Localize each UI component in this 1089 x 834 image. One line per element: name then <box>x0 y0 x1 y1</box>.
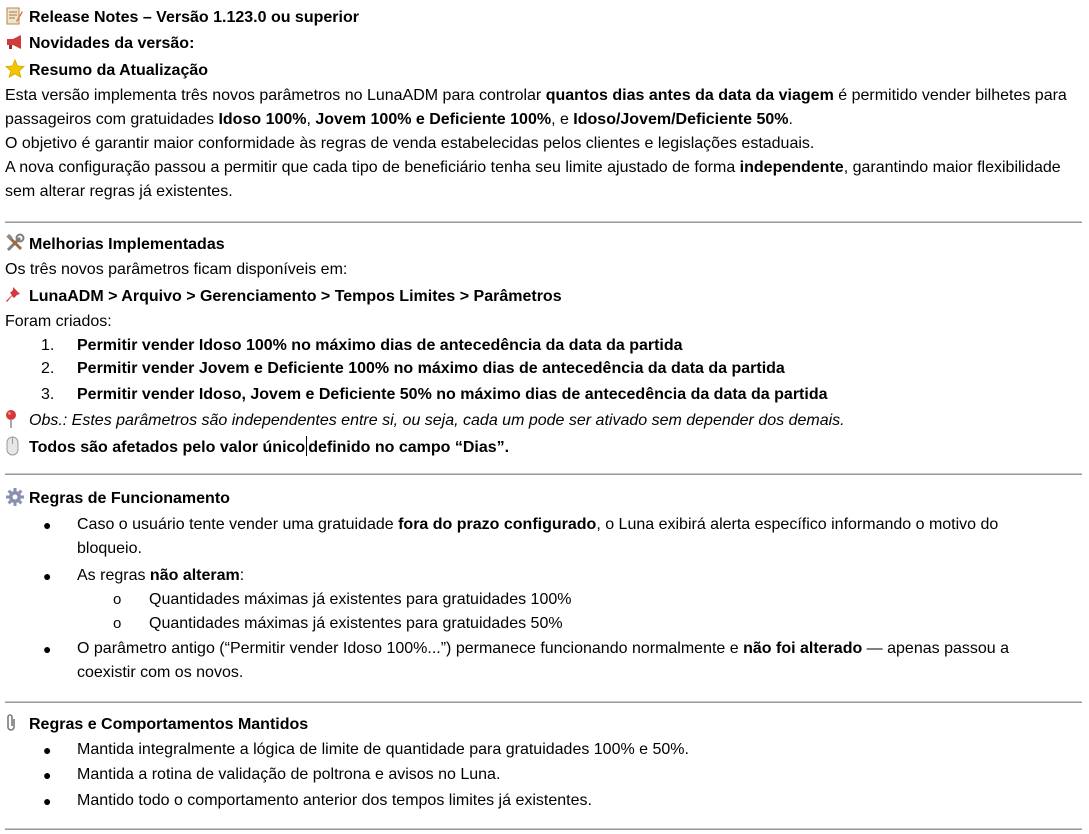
intro-text: . <box>788 111 793 128</box>
regras-line <box>5 487 230 511</box>
tools-icon <box>5 233 29 257</box>
list-number: 2. <box>41 360 55 377</box>
section-divider <box>5 828 1082 830</box>
path-line <box>5 285 562 309</box>
bullet-text-part: : <box>239 567 245 584</box>
intro-text: A nova configuração passou a permitir que cada tipo de beneficiário tenha seu limite ajustado de forma <box>5 159 740 176</box>
bullet-bold: fora do prazo configurado <box>398 516 597 533</box>
bullet-text-part: As regras <box>77 567 150 584</box>
bullet-text: Mantida a rotina de validação de poltrona e avisos no Luna. <box>77 766 501 783</box>
intro-objective: O objetivo é garantir maior conformidade às regras de venda estabelecidas pelos clientes e legislações estaduais. <box>5 135 815 152</box>
mantidos-line <box>5 713 308 737</box>
mantidos-heading: Regras e Comportamentos Mantidos <box>29 716 309 733</box>
list-item: Permitir vender Idoso 100% no máximo dias de antecedência da data da partida <box>77 337 683 354</box>
bullet: ● <box>43 793 52 809</box>
page-title: Release Notes – Versão 1.123.0 ou superior <box>29 9 359 26</box>
intro-bold-independente: independente <box>739 159 844 176</box>
megaphone-icon <box>5 32 29 56</box>
intro-paragraph <box>5 84 1080 204</box>
bullet-text <box>77 637 1057 685</box>
sub-bullet: o <box>113 591 122 608</box>
bullet: ● <box>43 767 52 783</box>
regras-heading: Regras de Funcionamento <box>29 490 230 507</box>
list-number: 3. <box>41 386 55 403</box>
memo-icon <box>5 6 29 30</box>
resumo-line <box>5 59 208 83</box>
title-line <box>5 6 359 30</box>
todos-text-b: definido no campo “Dias”. <box>308 439 510 456</box>
resumo-heading: Resumo da Atualização <box>29 62 209 79</box>
round-pushpin-icon <box>5 409 29 433</box>
bullet: ● <box>43 742 52 758</box>
gear-icon <box>5 487 29 511</box>
intro-text: é permitido vender bilhetes para passageiros com gratuidades <box>5 87 1067 128</box>
sub-bullet-text: Quantidades máximas já existentes para gratuidades 100% <box>149 591 572 608</box>
intro-bold-jovem: Jovem 100% e Deficiente 100% <box>315 111 552 128</box>
created-label: Foram criados: <box>5 313 112 330</box>
bullet: ● <box>43 641 52 657</box>
intro-bold-idoso: Idoso 100% <box>218 111 307 128</box>
intro-text: , e <box>551 111 574 128</box>
section-divider <box>5 221 1082 223</box>
bullet-bold: não alteram <box>149 567 240 584</box>
bullet-bold: não foi alterado <box>743 640 863 657</box>
bullet-text: Mantido todo o comportamento anterior dos tempos limites já existentes. <box>77 792 592 809</box>
intro-bold-days: quantos dias antes da data da viagem <box>545 87 834 104</box>
section-divider <box>5 473 1082 475</box>
sub-bullet: o <box>113 615 122 632</box>
intro-text: , <box>306 111 316 128</box>
bullet-text-part: Caso o usuário tente vender uma gratuidade <box>77 516 399 533</box>
melhorias-intro: Os três novos parâmetros ficam disponíveis em: <box>5 261 348 278</box>
list-number: 1. <box>41 337 55 354</box>
star-icon <box>5 59 29 83</box>
obs-text: Obs.: Estes parâmetros são independentes entre si, ou seja, cada um pode ser ativado sem depender dos demais. <box>29 412 845 429</box>
bullet-text-part: — apenas passou a coexistir com os novos. <box>77 640 1009 681</box>
intro-text: , garantindo maior flexibilidade sem alterar regras já existentes. <box>5 159 1061 200</box>
mouse-icon <box>5 436 29 460</box>
bullet-text-part: O parâmetro antigo (“Permitir vender Idoso 100%...”) permanece funcionando normalmente e <box>77 640 744 657</box>
pushpin-icon <box>5 285 29 309</box>
bullet-text <box>77 513 1057 561</box>
menu-path: LunaADM > Arquivo > Gerenciamento > Tempos Limites > Parâmetros <box>29 288 562 305</box>
obs-line <box>5 409 845 433</box>
intro-bold-50: Idoso/Jovem/Deficiente 50% <box>573 111 789 128</box>
bullet-text: Mantida integralmente a lógica de limite de quantidade para gratuidades 100% e 50%. <box>77 741 689 758</box>
melhorias-line <box>5 233 225 257</box>
bullet: ● <box>43 517 52 533</box>
bullet-text-part: , o Luna exibirá alerta específico informando o motivo do bloqueio. <box>77 516 999 557</box>
section-divider <box>5 701 1082 703</box>
intro-text: Esta versão implementa três novos parâmetros no LunaADM para controlar <box>5 87 546 104</box>
bullet-text <box>77 564 1057 588</box>
novidades-line <box>5 32 194 56</box>
todos-text-a: Todos são afetados pelo valor único <box>29 439 306 456</box>
list-item: Permitir vender Jovem e Deficiente 100% no máximo dias de antecedência da data da partida <box>77 360 785 377</box>
novidades-heading: Novidades da versão: <box>29 35 195 52</box>
bullet: ● <box>43 568 52 584</box>
melhorias-heading: Melhorias Implementadas <box>29 236 225 253</box>
paperclip-icon <box>5 713 29 737</box>
todos-line <box>5 436 509 460</box>
list-item: Permitir vender Idoso, Jovem e Deficiente 50% no máximo dias de antecedência da data da partida <box>77 386 828 403</box>
sub-bullet-text: Quantidades máximas já existentes para gratuidades 50% <box>149 615 563 632</box>
